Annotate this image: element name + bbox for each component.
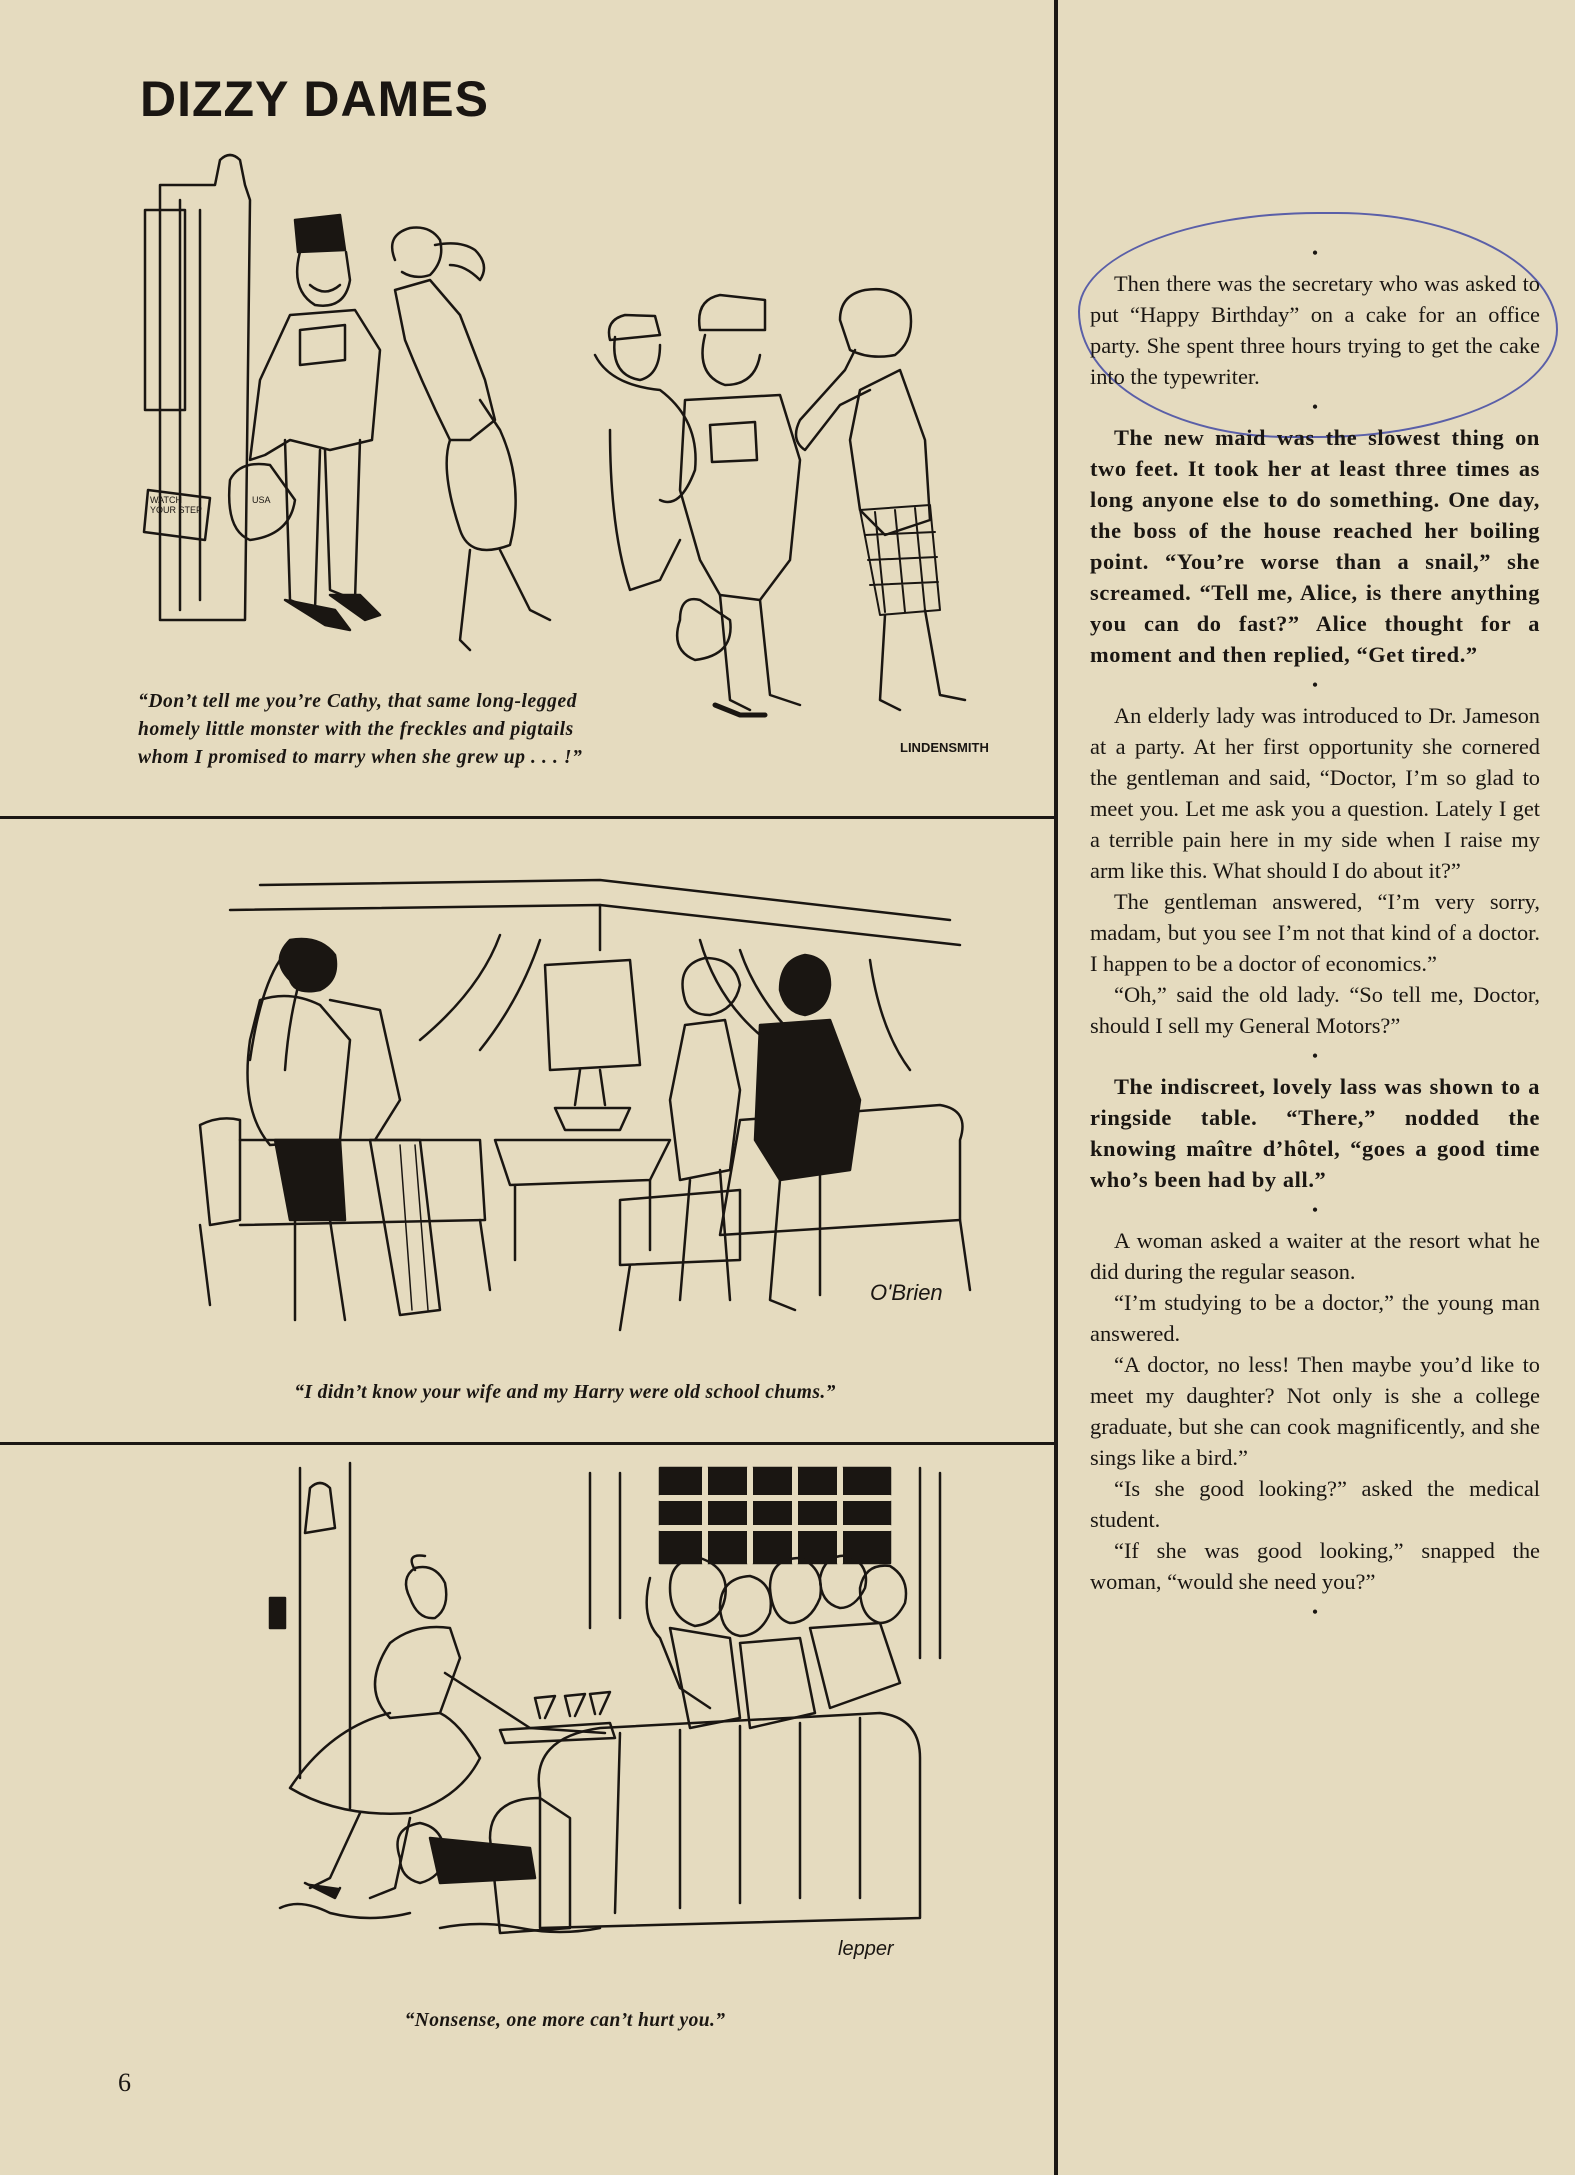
jokes-column bbox=[1090, 238, 1540, 1627]
cartoon-caption-3: “Nonsense, one more can’t hurt you.” bbox=[404, 2010, 726, 2031]
bullet-separator: • bbox=[1311, 243, 1319, 263]
page-number: 6 bbox=[118, 2068, 131, 2097]
joke-paragraph: The new maid was the slowest thing on two feet. It took her at least three times as long anyone else to do something. One day, the boss of the house reached her boiling point. “You’re worse than a snail,” she screamed. “Tell me, Alice, is there anything you can do fast?” Alice thought for a moment and then replied, “Get tired.” bbox=[1090, 425, 1540, 667]
column-divider bbox=[1054, 0, 1058, 2175]
duffel-bag-label: USA bbox=[252, 495, 271, 505]
cartoon-soldier-reunion bbox=[140, 140, 1020, 755]
divider-2 bbox=[0, 1442, 1056, 1445]
joke-paragraph: “I’m studying to be a doctor,” the young man answered. bbox=[1090, 1290, 1540, 1346]
bullet-separator: • bbox=[1311, 397, 1319, 417]
joke-maid bbox=[1090, 422, 1540, 670]
bullet-separator: • bbox=[1311, 1046, 1319, 1066]
joke-waiter bbox=[1090, 1225, 1540, 1597]
joke-paragraph: A woman asked a waiter at the resort what he did during the regular season. bbox=[1090, 1228, 1540, 1284]
joke-paragraph: “If she was good looking,” snapped the woman, “would she need you?” bbox=[1090, 1538, 1540, 1594]
joke-lovely-lass bbox=[1090, 1071, 1540, 1195]
bullet-separator: • bbox=[1311, 1602, 1319, 1622]
joke-paragraph: “Is she good looking?” asked the medical student. bbox=[1090, 1476, 1540, 1532]
cartoon-living-room-couples bbox=[180, 840, 1000, 1340]
page-title: DIZZY DAMES bbox=[140, 71, 489, 127]
bullet-separator: • bbox=[1311, 1200, 1319, 1220]
joke-secretary bbox=[1090, 268, 1540, 392]
soldier-reunion-drawing bbox=[140, 140, 1020, 740]
cocktail-party-drawing bbox=[240, 1458, 960, 1988]
joke-paragraph: “Oh,” said the old lady. “So tell me, Doctor, should I sell my General Motors?” bbox=[1090, 982, 1540, 1038]
joke-paragraph: The gentleman answered, “I’m very sorry, madam, but you see I’m not that kind of a doctor. I happen to be a doctor of economics.” bbox=[1090, 889, 1540, 976]
cartoonist-signature-1: LINDENSMITH bbox=[900, 740, 989, 755]
cartoonist-signature-3: lepper bbox=[838, 1938, 894, 1960]
bullet-separator: • bbox=[1311, 675, 1319, 695]
living-room-drawing bbox=[180, 840, 1000, 1340]
joke-paragraph: “A doctor, no less! Then maybe you’d like to meet my daughter? Not only is she a college graduate, but she can cook magnificently, and she sings like a bird.” bbox=[1090, 1352, 1540, 1470]
cartoonist-signature-2: O'Brien bbox=[870, 1280, 943, 1305]
cartoon-caption-1: “Don’t tell me you’re Cathy, that same long-legged homely little monster with the freckles and pigtails whom I promised to marry when she grew up . . . !” bbox=[138, 691, 583, 768]
window bbox=[660, 1468, 890, 1563]
joke-paragraph: Then there was the secretary who was asked to put “Happy Birthday” on a cake for an office party. She spent three hours trying to get the cake into the typewriter. bbox=[1090, 271, 1540, 389]
watch-your-step-label: WATCH YOUR STEP bbox=[150, 495, 203, 515]
joke-paragraph: An elderly lady was introduced to Dr. Jameson at a party. At her first opportunity she cornered the gentleman and said, “Doctor, I’m so glad to meet you. Let me ask you a question. Lately I get a terrible pain here in my side when I raise my arm like this. What should I do about it?” bbox=[1090, 703, 1540, 883]
cartoon-caption-2: “I didn’t know your wife and my Harry were old school chums.” bbox=[294, 1382, 836, 1403]
joke-paragraph: The indiscreet, lovely lass was shown to a ringside table. “There,” nodded the knowing maître d’hôtel, “goes a good time who’s been had by all.” bbox=[1090, 1074, 1540, 1192]
divider-1 bbox=[0, 816, 1056, 819]
joke-elderly-lady bbox=[1090, 700, 1540, 1041]
cartoon-cocktail-party bbox=[240, 1458, 960, 1988]
